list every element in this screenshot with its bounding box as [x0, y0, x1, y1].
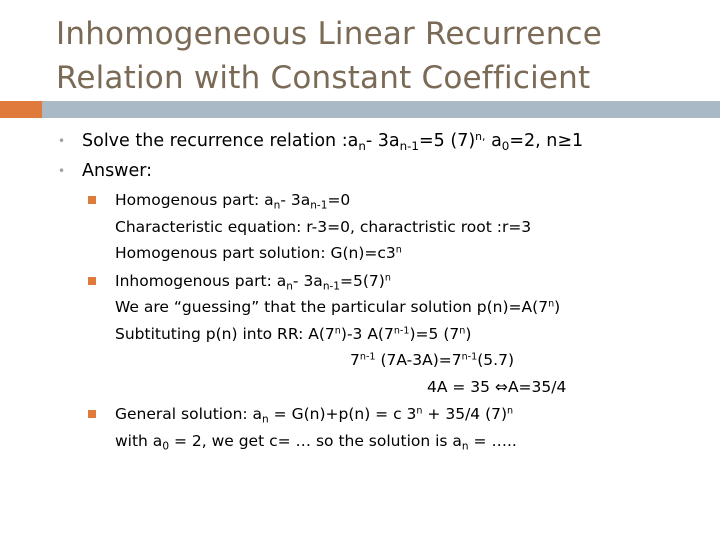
bullet-problem: [56, 126, 706, 156]
general-text: General solution: a: [115, 405, 263, 423]
square-bullet-icon: [88, 196, 96, 204]
subscript: n: [273, 199, 281, 212]
superscript: n: [507, 405, 514, 417]
problem-text: =2, n≥1: [509, 131, 584, 151]
title-line-2: Relation with Constant Coefficient: [56, 60, 591, 96]
title-line-1: Inhomogeneous Linear Recurrence: [56, 16, 603, 52]
initial-text: with a: [115, 431, 163, 450]
superscript: n: [384, 272, 391, 284]
bullet-dot-icon: •: [58, 134, 66, 148]
guess-text: We are “guessing” that the particular solution p(n)=A(7: [115, 298, 549, 316]
calc-text: (7A-3A)=7: [375, 351, 462, 369]
subscript: n-1: [310, 199, 328, 212]
problem-text: - 3a: [365, 131, 400, 151]
homog-text: =0: [327, 191, 351, 209]
superscript: n: [459, 325, 466, 337]
subst-text: Subtituting p(n) into RR: A(7: [115, 324, 335, 343]
subscript: n-1: [322, 280, 340, 293]
initial-text: = 2, we get c= … so the solution is a: [169, 431, 462, 450]
subscript: n: [262, 413, 269, 426]
calculation-line-2: 4A = 35 ⇔A=35/4: [427, 377, 567, 396]
sub-bullet-general-solution: [56, 401, 706, 428]
title-divider-bar: [42, 101, 720, 118]
inhomog-text: - 3a: [292, 271, 323, 290]
general-text: + 35/4 (7): [422, 405, 508, 423]
slide-title: [56, 12, 696, 100]
subst-text: )-3 A(7: [340, 324, 394, 343]
initial-condition-line: [56, 428, 706, 455]
superscript: n-1: [359, 351, 376, 363]
calculation-line-1: [56, 347, 706, 374]
subst-text: )=5 (7: [409, 324, 460, 343]
subscript: n-1: [399, 139, 420, 154]
characteristic-equation-line: Characteristic equation: r-3=0, charactristic root :r=3: [115, 217, 532, 236]
subscript: 0: [162, 440, 170, 453]
title-accent-bar: [0, 101, 42, 118]
sub-bullet-inhomogenous: [56, 268, 706, 295]
superscript: n: [548, 298, 555, 310]
guess-line: [56, 294, 706, 321]
superscript: n: [395, 244, 402, 256]
superscript: n: [416, 405, 423, 417]
answer-label: Answer:: [82, 161, 153, 181]
subst-text: ): [465, 324, 472, 343]
sub-bullet-homogenous: [56, 187, 706, 214]
bullet-answer: [56, 156, 706, 186]
subscript: 0: [501, 139, 510, 154]
general-text: = G(n)+p(n) = c 3: [268, 405, 417, 423]
homog-solution-text: Homogenous part solution: G(n)=c3: [115, 244, 396, 262]
homog-text: - 3a: [280, 191, 311, 209]
bullet-dot-icon: •: [58, 164, 66, 178]
superscript: n: [334, 325, 341, 337]
initial-text: = …..: [468, 431, 517, 450]
square-bullet-icon: [88, 277, 96, 285]
square-bullet-icon: [88, 410, 96, 418]
problem-text: =5 (7): [419, 131, 476, 151]
substitution-line: [56, 321, 706, 348]
inhomog-text: Inhomogenous part: a: [115, 271, 287, 290]
subscript: n: [358, 139, 366, 154]
subscript: n: [461, 440, 469, 453]
homog-text: Homogenous part: a: [115, 191, 274, 209]
subscript: n: [286, 280, 293, 293]
calc-text: (5.7): [477, 351, 514, 369]
problem-text: a: [485, 131, 502, 151]
homog-solution-line: [56, 240, 706, 267]
superscript: n,: [475, 130, 486, 144]
inhomog-text: =5(7): [340, 271, 385, 290]
calc-text: 7: [350, 351, 360, 369]
slide-body: [56, 126, 706, 454]
superscript: n-1: [461, 351, 478, 363]
problem-text: Solve the recurrence relation :a: [82, 131, 359, 151]
superscript: n-1: [393, 325, 410, 337]
guess-text: ): [554, 298, 561, 316]
